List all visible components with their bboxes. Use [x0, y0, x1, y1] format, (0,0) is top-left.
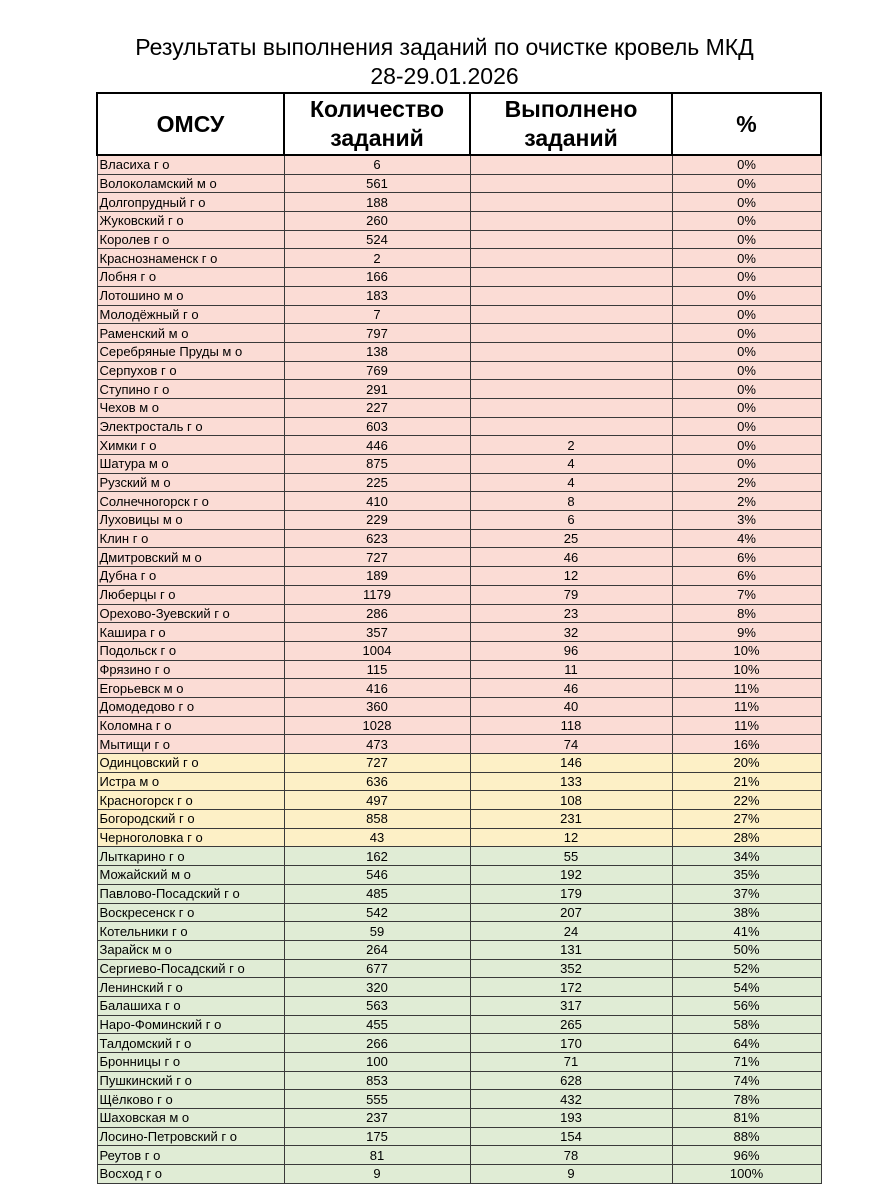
- omsu-cell: Луховицы м о: [97, 511, 284, 530]
- tasks-done-cell: 23: [470, 604, 672, 623]
- table-row: [97, 212, 821, 231]
- table-row: [97, 866, 821, 885]
- task-count-cell: 1028: [284, 716, 470, 735]
- task-count-cell: 59: [284, 922, 470, 941]
- percent-cell: 27%: [672, 810, 821, 829]
- tasks-done-cell: 192: [470, 866, 672, 885]
- task-count-cell: 623: [284, 529, 470, 548]
- task-count-cell: 485: [284, 884, 470, 903]
- task-count-cell: 416: [284, 679, 470, 698]
- task-count-cell: 357: [284, 623, 470, 642]
- percent-cell: 28%: [672, 828, 821, 847]
- percent-cell: 0%: [672, 342, 821, 361]
- percent-cell: 0%: [672, 305, 821, 324]
- percent-cell: 88%: [672, 1127, 821, 1146]
- percent-cell: 0%: [672, 380, 821, 399]
- table-row: [97, 1071, 821, 1090]
- percent-cell: 0%: [672, 286, 821, 305]
- omsu-cell: Коломна г о: [97, 716, 284, 735]
- percent-cell: 2%: [672, 492, 821, 511]
- task-count-cell: 1004: [284, 641, 470, 660]
- tasks-done-cell: 25: [470, 529, 672, 548]
- task-count-cell: 6: [284, 155, 470, 174]
- table-row: [97, 455, 821, 474]
- tasks-done-cell: 207: [470, 903, 672, 922]
- task-count-cell: 446: [284, 436, 470, 455]
- tasks-done-cell: 146: [470, 754, 672, 773]
- table-row: [97, 903, 821, 922]
- omsu-cell: Реутов г о: [97, 1146, 284, 1165]
- task-count-cell: 175: [284, 1127, 470, 1146]
- table-row: [97, 1015, 821, 1034]
- percent-cell: 2%: [672, 473, 821, 492]
- tasks-done-cell: 12: [470, 828, 672, 847]
- percent-cell: 6%: [672, 567, 821, 586]
- tasks-done-cell: 108: [470, 791, 672, 810]
- task-count-cell: 677: [284, 959, 470, 978]
- omsu-cell: Дубна г о: [97, 567, 284, 586]
- percent-cell: 37%: [672, 884, 821, 903]
- omsu-cell: Лосино-Петровский г о: [97, 1127, 284, 1146]
- percent-cell: 7%: [672, 585, 821, 604]
- omsu-cell: Краснознаменск г о: [97, 249, 284, 268]
- tasks-done-cell: 628: [470, 1071, 672, 1090]
- table-row: [97, 604, 821, 623]
- percent-cell: 0%: [672, 417, 821, 436]
- omsu-cell: Можайский м о: [97, 866, 284, 885]
- task-count-cell: 266: [284, 1034, 470, 1053]
- table-row: [97, 996, 821, 1015]
- omsu-cell: Восход г о: [97, 1165, 284, 1184]
- omsu-cell: Клин г о: [97, 529, 284, 548]
- table-row: [97, 193, 821, 212]
- task-count-cell: 43: [284, 828, 470, 847]
- task-count-cell: 769: [284, 361, 470, 380]
- omsu-cell: Фрязино г о: [97, 660, 284, 679]
- tasks-done-cell: 432: [470, 1090, 672, 1109]
- percent-cell: 38%: [672, 903, 821, 922]
- task-count-cell: 115: [284, 660, 470, 679]
- table-row: [97, 492, 821, 511]
- task-count-cell: 524: [284, 230, 470, 249]
- task-count-cell: 291: [284, 380, 470, 399]
- omsu-cell: Истра м о: [97, 772, 284, 791]
- tasks-done-cell: [470, 249, 672, 268]
- omsu-cell: Ступино г о: [97, 380, 284, 399]
- table-row: [97, 847, 821, 866]
- table-row: [97, 959, 821, 978]
- percent-cell: 58%: [672, 1015, 821, 1034]
- tasks-done-cell: 74: [470, 735, 672, 754]
- table-row: [97, 342, 821, 361]
- omsu-cell: Лобня г о: [97, 268, 284, 287]
- omsu-cell: Раменский м о: [97, 324, 284, 343]
- omsu-cell: Королев г о: [97, 230, 284, 249]
- omsu-cell: Мытищи г о: [97, 735, 284, 754]
- omsu-cell: Бронницы г о: [97, 1053, 284, 1072]
- percent-cell: 21%: [672, 772, 821, 791]
- table-row: [97, 735, 821, 754]
- tasks-done-cell: 131: [470, 940, 672, 959]
- tasks-done-cell: 231: [470, 810, 672, 829]
- header-percent: %: [672, 93, 821, 155]
- omsu-cell: Химки г о: [97, 436, 284, 455]
- tasks-done-cell: [470, 230, 672, 249]
- percent-cell: 0%: [672, 193, 821, 212]
- omsu-cell: Молодёжный г о: [97, 305, 284, 324]
- omsu-cell: Талдомский г о: [97, 1034, 284, 1053]
- tasks-done-cell: 46: [470, 548, 672, 567]
- percent-cell: 11%: [672, 716, 821, 735]
- omsu-cell: Шаховская м о: [97, 1109, 284, 1128]
- table-row: [97, 754, 821, 773]
- table-row: [97, 436, 821, 455]
- tasks-done-cell: 317: [470, 996, 672, 1015]
- task-count-cell: 410: [284, 492, 470, 511]
- percent-cell: 0%: [672, 230, 821, 249]
- table-row: [97, 380, 821, 399]
- percent-cell: 0%: [672, 155, 821, 174]
- table-row: [97, 1053, 821, 1072]
- task-count-cell: 853: [284, 1071, 470, 1090]
- table-row: [97, 1034, 821, 1053]
- table-row: [97, 230, 821, 249]
- percent-cell: 22%: [672, 791, 821, 810]
- tasks-done-cell: [470, 361, 672, 380]
- tasks-done-cell: [470, 174, 672, 193]
- percent-cell: 0%: [672, 174, 821, 193]
- tasks-done-cell: [470, 212, 672, 231]
- task-count-cell: 188: [284, 193, 470, 212]
- tasks-done-cell: [470, 286, 672, 305]
- percent-cell: 100%: [672, 1165, 821, 1184]
- table-row: [97, 828, 821, 847]
- table-header-row: [97, 93, 821, 155]
- task-count-cell: 563: [284, 996, 470, 1015]
- task-count-cell: 264: [284, 940, 470, 959]
- percent-cell: 0%: [672, 268, 821, 287]
- task-count-cell: 2: [284, 249, 470, 268]
- percent-cell: 0%: [672, 455, 821, 474]
- table-row: [97, 679, 821, 698]
- omsu-cell: Рузский м о: [97, 473, 284, 492]
- task-count-cell: 227: [284, 398, 470, 417]
- tasks-done-cell: [470, 398, 672, 417]
- omsu-cell: Лотошино м о: [97, 286, 284, 305]
- task-count-cell: 858: [284, 810, 470, 829]
- tasks-done-cell: 118: [470, 716, 672, 735]
- omsu-cell: Котельники г о: [97, 922, 284, 941]
- omsu-cell: Волоколамский м о: [97, 174, 284, 193]
- omsu-cell: Павлово-Посадский г о: [97, 884, 284, 903]
- omsu-cell: Дмитровский м о: [97, 548, 284, 567]
- tasks-done-cell: 46: [470, 679, 672, 698]
- omsu-cell: Щёлково г о: [97, 1090, 284, 1109]
- table-row: [97, 978, 821, 997]
- percent-cell: 74%: [672, 1071, 821, 1090]
- tasks-done-cell: 2: [470, 436, 672, 455]
- table-row: [97, 398, 821, 417]
- omsu-cell: Домодедово г о: [97, 697, 284, 716]
- report-title: Результаты выполнения заданий по очистке кровель МКД: [135, 34, 754, 60]
- task-count-cell: 229: [284, 511, 470, 530]
- percent-cell: 41%: [672, 922, 821, 941]
- tasks-done-cell: 9: [470, 1165, 672, 1184]
- tasks-done-cell: [470, 324, 672, 343]
- table-row: [97, 529, 821, 548]
- table-body: [97, 155, 821, 1183]
- omsu-cell: Сергиево-Посадский г о: [97, 959, 284, 978]
- table-row: [97, 286, 821, 305]
- tasks-done-cell: 265: [470, 1015, 672, 1034]
- tasks-done-cell: 133: [470, 772, 672, 791]
- table-row: [97, 305, 821, 324]
- percent-cell: 54%: [672, 978, 821, 997]
- table-row: [97, 324, 821, 343]
- omsu-cell: Орехово-Зуевский г о: [97, 604, 284, 623]
- task-count-cell: 875: [284, 455, 470, 474]
- percent-cell: 9%: [672, 623, 821, 642]
- percent-cell: 52%: [672, 959, 821, 978]
- tasks-done-cell: [470, 342, 672, 361]
- percent-cell: 11%: [672, 697, 821, 716]
- task-count-cell: 9: [284, 1165, 470, 1184]
- omsu-cell: Воскресенск г о: [97, 903, 284, 922]
- table-row: [97, 716, 821, 735]
- percent-cell: 11%: [672, 679, 821, 698]
- table-row: [97, 548, 821, 567]
- table-row: [97, 511, 821, 530]
- task-count-cell: 237: [284, 1109, 470, 1128]
- percent-cell: 0%: [672, 436, 821, 455]
- table-row: [97, 249, 821, 268]
- task-count-cell: 561: [284, 174, 470, 193]
- table-row: [97, 697, 821, 716]
- report-date: 28-29.01.2026: [370, 63, 519, 89]
- task-count-cell: 360: [284, 697, 470, 716]
- task-count-cell: 138: [284, 342, 470, 361]
- tasks-done-cell: 55: [470, 847, 672, 866]
- tasks-done-cell: 6: [470, 511, 672, 530]
- tasks-done-cell: 352: [470, 959, 672, 978]
- task-count-cell: 100: [284, 1053, 470, 1072]
- task-count-cell: 260: [284, 212, 470, 231]
- omsu-cell: Зарайск м о: [97, 940, 284, 959]
- omsu-cell: Ленинский г о: [97, 978, 284, 997]
- omsu-cell: Жуковский г о: [97, 212, 284, 231]
- omsu-cell: Кашира г о: [97, 623, 284, 642]
- omsu-cell: Одинцовский г о: [97, 754, 284, 773]
- task-count-cell: 7: [284, 305, 470, 324]
- omsu-cell: Люберцы г о: [97, 585, 284, 604]
- percent-cell: 71%: [672, 1053, 821, 1072]
- percent-cell: 0%: [672, 324, 821, 343]
- task-count-cell: 183: [284, 286, 470, 305]
- table-row: [97, 174, 821, 193]
- tasks-done-cell: [470, 380, 672, 399]
- percent-cell: 35%: [672, 866, 821, 885]
- tasks-done-cell: [470, 155, 672, 174]
- percent-cell: 4%: [672, 529, 821, 548]
- table-row: [97, 810, 821, 829]
- percent-cell: 20%: [672, 754, 821, 773]
- tasks-done-cell: 8: [470, 492, 672, 511]
- table-row: [97, 772, 821, 791]
- task-count-cell: 455: [284, 1015, 470, 1034]
- percent-cell: 0%: [672, 361, 821, 380]
- table-row: [97, 473, 821, 492]
- tasks-done-cell: 170: [470, 1034, 672, 1053]
- omsu-cell: Серпухов г о: [97, 361, 284, 380]
- table-row: [97, 1090, 821, 1109]
- table-row: [97, 791, 821, 810]
- table-row: [97, 155, 821, 174]
- tasks-done-cell: 12: [470, 567, 672, 586]
- task-count-cell: 727: [284, 754, 470, 773]
- task-count-cell: 603: [284, 417, 470, 436]
- table-row: [97, 585, 821, 604]
- task-count-cell: 636: [284, 772, 470, 791]
- table-row: [97, 417, 821, 436]
- tasks-done-cell: 172: [470, 978, 672, 997]
- task-count-cell: 1179: [284, 585, 470, 604]
- omsu-cell: Пушкинский г о: [97, 1071, 284, 1090]
- percent-cell: 3%: [672, 511, 821, 530]
- omsu-cell: Чехов м о: [97, 398, 284, 417]
- task-count-cell: 189: [284, 567, 470, 586]
- task-count-cell: 727: [284, 548, 470, 567]
- tasks-done-cell: [470, 193, 672, 212]
- percent-cell: 0%: [672, 212, 821, 231]
- task-count-cell: 542: [284, 903, 470, 922]
- tasks-done-cell: 79: [470, 585, 672, 604]
- omsu-cell: Подольск г о: [97, 641, 284, 660]
- tasks-done-cell: 154: [470, 1127, 672, 1146]
- percent-cell: 10%: [672, 660, 821, 679]
- tasks-done-cell: [470, 268, 672, 287]
- task-count-cell: 81: [284, 1146, 470, 1165]
- omsu-cell: Наро-Фоминский г о: [97, 1015, 284, 1034]
- table-row: [97, 1127, 821, 1146]
- tasks-done-cell: [470, 417, 672, 436]
- percent-cell: 81%: [672, 1109, 821, 1128]
- percent-cell: 50%: [672, 940, 821, 959]
- tasks-done-cell: 179: [470, 884, 672, 903]
- table-row: [97, 884, 821, 903]
- task-count-cell: 546: [284, 866, 470, 885]
- task-count-cell: 286: [284, 604, 470, 623]
- percent-cell: 78%: [672, 1090, 821, 1109]
- omsu-cell: Черноголовка г о: [97, 828, 284, 847]
- tasks-done-cell: 78: [470, 1146, 672, 1165]
- table-row: [97, 1146, 821, 1165]
- tasks-done-cell: 4: [470, 473, 672, 492]
- tasks-done-cell: 32: [470, 623, 672, 642]
- omsu-cell: Богородский г о: [97, 810, 284, 829]
- tasks-done-cell: 193: [470, 1109, 672, 1128]
- table-row: [97, 660, 821, 679]
- tasks-done-cell: 11: [470, 660, 672, 679]
- omsu-cell: Долгопрудный г о: [97, 193, 284, 212]
- omsu-cell: Балашиха г о: [97, 996, 284, 1015]
- percent-cell: 96%: [672, 1146, 821, 1165]
- tasks-done-cell: [470, 305, 672, 324]
- tasks-done-cell: 96: [470, 641, 672, 660]
- percent-cell: 56%: [672, 996, 821, 1015]
- percent-cell: 10%: [672, 641, 821, 660]
- header-omsu: ОМСУ: [97, 93, 284, 155]
- results-table: [96, 92, 822, 1184]
- task-count-cell: 555: [284, 1090, 470, 1109]
- percent-cell: 8%: [672, 604, 821, 623]
- table-row: [97, 641, 821, 660]
- percent-cell: 0%: [672, 249, 821, 268]
- header-tasks-done: Выполнено заданий: [470, 93, 672, 155]
- percent-cell: 64%: [672, 1034, 821, 1053]
- task-count-cell: 473: [284, 735, 470, 754]
- task-count-cell: 166: [284, 268, 470, 287]
- table-row: [97, 1165, 821, 1184]
- tasks-done-cell: 71: [470, 1053, 672, 1072]
- omsu-cell: Лыткарино г о: [97, 847, 284, 866]
- percent-cell: 16%: [672, 735, 821, 754]
- task-count-cell: 497: [284, 791, 470, 810]
- tasks-done-cell: 4: [470, 455, 672, 474]
- omsu-cell: Шатура м о: [97, 455, 284, 474]
- table-row: [97, 567, 821, 586]
- percent-cell: 0%: [672, 398, 821, 417]
- table-row: [97, 361, 821, 380]
- omsu-cell: Электросталь г о: [97, 417, 284, 436]
- task-count-cell: 162: [284, 847, 470, 866]
- omsu-cell: Егорьевск м о: [97, 679, 284, 698]
- table-row: [97, 940, 821, 959]
- tasks-done-cell: 40: [470, 697, 672, 716]
- table-row: [97, 1109, 821, 1128]
- table-row: [97, 623, 821, 642]
- omsu-cell: Серебряные Пруды м о: [97, 342, 284, 361]
- omsu-cell: Власиха г о: [97, 155, 284, 174]
- tasks-done-cell: 24: [470, 922, 672, 941]
- omsu-cell: Красногорск г о: [97, 791, 284, 810]
- omsu-cell: Солнечногорск г о: [97, 492, 284, 511]
- table-row: [97, 268, 821, 287]
- task-count-cell: 797: [284, 324, 470, 343]
- task-count-cell: 225: [284, 473, 470, 492]
- percent-cell: 6%: [672, 548, 821, 567]
- table-row: [97, 922, 821, 941]
- percent-cell: 34%: [672, 847, 821, 866]
- task-count-cell: 320: [284, 978, 470, 997]
- header-task-count: Количество заданий: [284, 93, 470, 155]
